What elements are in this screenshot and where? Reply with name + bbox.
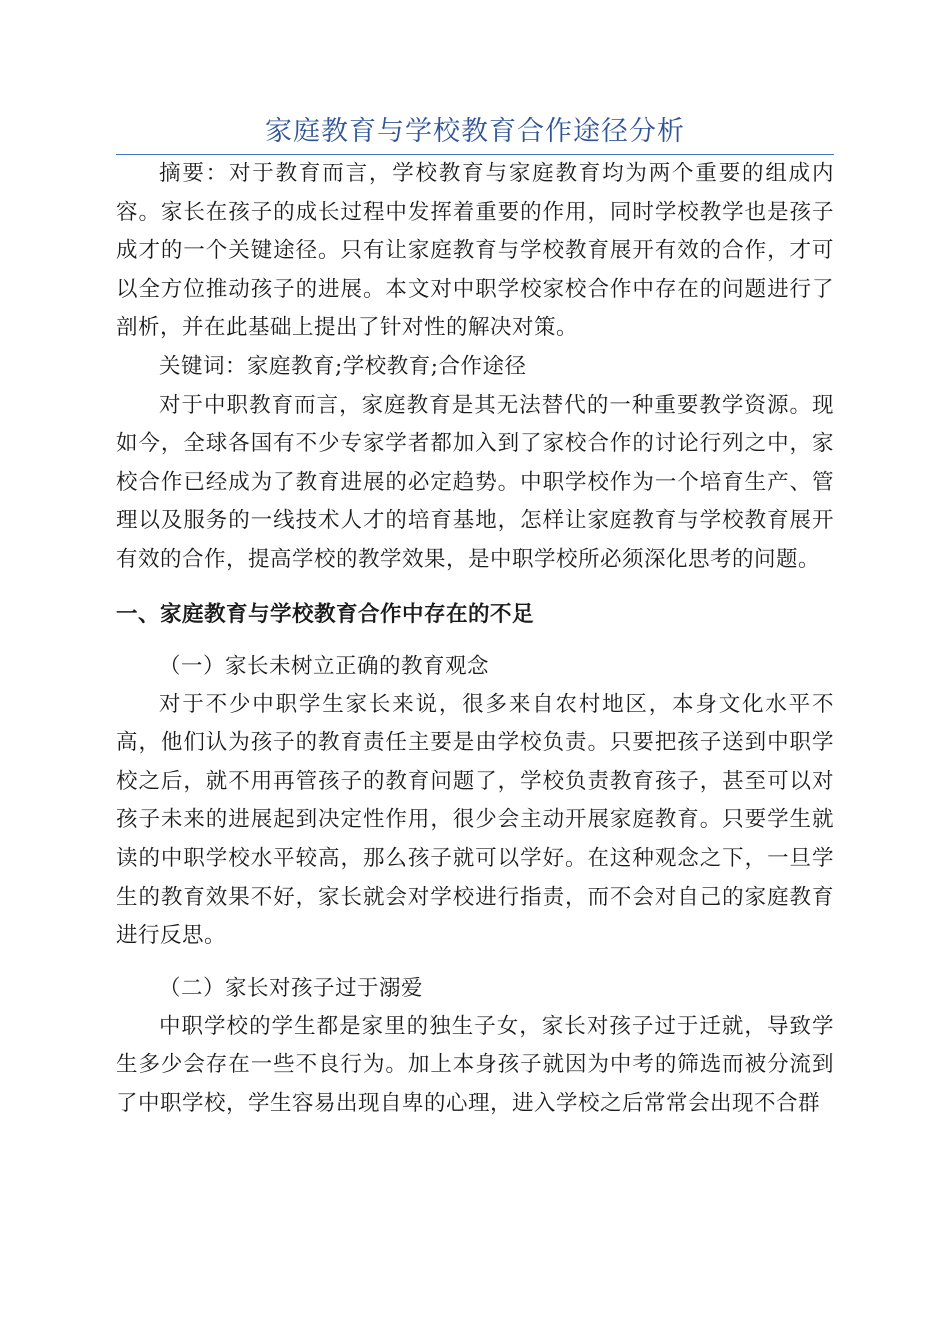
document-title: 家庭教育与学校教育合作途径分析: [116, 112, 834, 155]
subsection-2-paragraph: 中职学校的学生都是家里的独生子女，家长对孩子过于迁就，导致学生多少会存在一些不良行为。加上本身孩子就因为中考的筛选而被分流到了中职学校，学生容易出现自卑的心理，进入学校之后常常会出现不合群: [116, 1013, 834, 1116]
document-page: [116, 112, 834, 1123]
subsection-1-paragraph: 对于不少中职学生家长来说，很多来自农村地区，本身文化水平不高，他们认为孩子的教育责任主要是由学校负责。只要把孩子送到中职学校之后，就不用再管孩子的教育问题了，学校负责教育孩子，甚至可以对孩子未来的进展起到决定性作用，很少会主动开展家庭教育。只要学生就读的中职学校水平较高，那么孩子就可以学好。在这种观念之下，一旦学生的教育效果不好，家长就会对学校进行指责，而不会对自己的家庭教育进行反思。: [116, 691, 834, 949]
section-heading: 一、家庭教育与学校教育合作中存在的不足: [116, 601, 535, 627]
keywords-paragraph: 关键词：家庭教育;学校教育;合作途径: [159, 353, 527, 379]
subsection-heading-1: （一）家长未树立正确的教育观念: [159, 653, 490, 679]
intro-paragraph: 对于中职教育而言，家庭教育是其无法替代的一种重要教学资源。现如今，全球各国有不少专家学者都加入到了家校合作的讨论行列之中，家校合作已经成为了教育进展的必定趋势。中职学校作为一个培育生产、管理以及服务的一线技术人才的培育基地，怎样让家庭教育与学校教育展开有效的合作，提高学校的教学效果，是中职学校所必须深化思考的问题。: [116, 392, 834, 572]
abstract-paragraph: 摘要：对于教育而言，学校教育与家庭教育均为两个重要的组成内容。家长在孩子的成长过程中发挥着重要的作用，同时学校教学也是孩子成才的一个关键途径。只有让家庭教育与学校教育展开有效的合作，才可以全方位推动孩子的进展。本文对中职学校家校合作中存在的问题进行了剖析，并在此基础上提出了针对性的解决对策。: [116, 161, 834, 341]
subsection-heading-2: （二）家长对孩子过于溺爱: [159, 975, 424, 1001]
